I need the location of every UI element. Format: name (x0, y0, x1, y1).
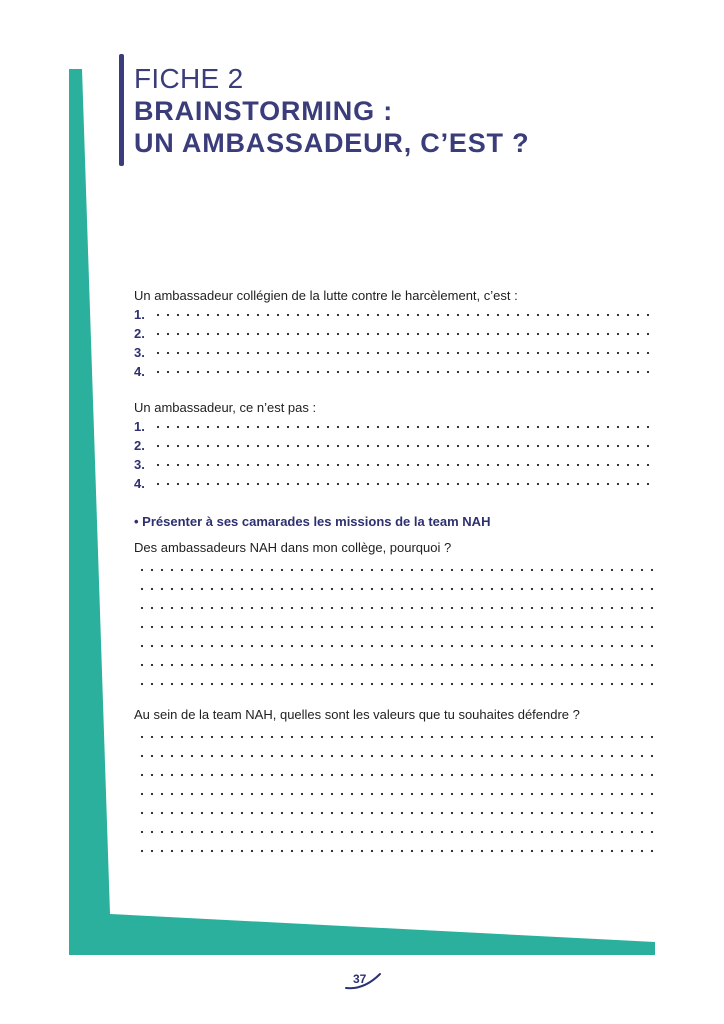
title-fiche: FICHE 2 (134, 63, 244, 94)
title-brainstorming: BRAINSTORMING : (134, 96, 393, 126)
title-accent-bar (119, 54, 124, 166)
answer-line-3[interactable]: 3. (134, 342, 654, 361)
writing-line[interactable] (134, 742, 654, 761)
writing-line[interactable] (134, 632, 654, 651)
writing-line[interactable] (134, 837, 654, 856)
writing-line[interactable] (134, 651, 654, 670)
page-number: 37 (340, 968, 390, 994)
writing-line[interactable] (134, 799, 654, 818)
question-ambassadeur-cest: Un ambassadeur collégien de la lutte contre le harcèlement, c’est : (134, 288, 518, 303)
page-title (134, 62, 529, 159)
question-pourquoi: Des ambassadeurs NAH dans mon collège, pourquoi ? (134, 540, 452, 555)
writing-line[interactable] (134, 818, 654, 837)
answer-line-3[interactable]: 3. (134, 454, 654, 473)
answer-line-1[interactable]: 1. (134, 304, 654, 323)
writing-line[interactable] (134, 723, 654, 742)
title-question: UN AMBASSADEUR, C’EST ? (134, 128, 530, 158)
answer-line-4[interactable]: 4. (134, 473, 654, 492)
question-ambassadeur-pas: Un ambassadeur, ce n’est pas : (134, 400, 317, 415)
writing-line[interactable] (134, 761, 654, 780)
writing-line[interactable] (134, 613, 654, 632)
bullet-missions-team-nah: • Présenter à ses camarades les missions de la team NAH (134, 514, 491, 529)
answer-line-4[interactable]: 4. (134, 361, 654, 380)
writing-line[interactable] (134, 575, 654, 594)
answer-line-2[interactable]: 2. (134, 435, 654, 454)
worksheet-content (134, 288, 654, 856)
writing-line[interactable] (134, 670, 654, 689)
writing-line[interactable] (134, 780, 654, 799)
answer-line-2[interactable]: 2. (134, 323, 654, 342)
writing-line[interactable] (134, 594, 654, 613)
writing-line[interactable] (134, 556, 654, 575)
question-valeurs: Au sein de la team NAH, quelles sont les valeurs que tu souhaites défendre ? (134, 707, 580, 722)
answer-line-1[interactable]: 1. (134, 416, 654, 435)
